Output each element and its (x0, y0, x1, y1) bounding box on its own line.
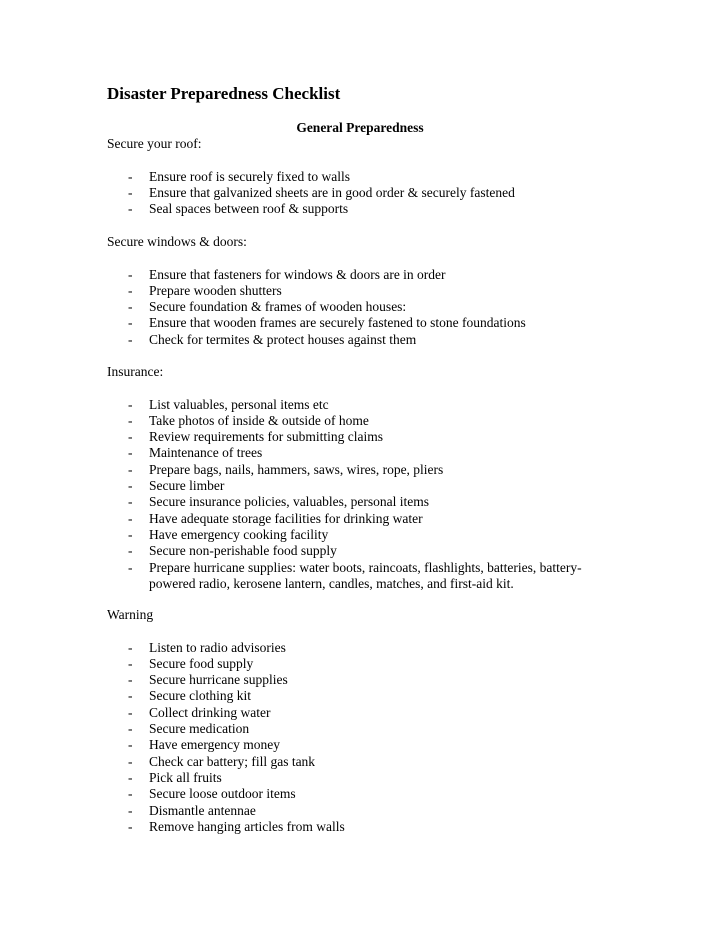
dash-bullet: - (128, 737, 133, 753)
checklist-item-text: Prepare wooden shutters (149, 282, 282, 298)
checklist-item (107, 786, 609, 802)
checklist-item-text: Secure clothing kit (149, 688, 251, 704)
checklist-item-text: Dismantle antennae (149, 802, 256, 818)
checklist-item-text: Take photos of inside & outside of home (149, 412, 369, 428)
checklist-item-text: Have emergency cooking facility (149, 526, 329, 542)
checklist-item (107, 737, 609, 753)
checklist-item (107, 770, 609, 786)
section-label-insurance: Insurance: (107, 364, 164, 379)
checklist-item (107, 332, 609, 348)
checklist-section-roof (107, 136, 607, 217)
checklist-item (107, 462, 609, 478)
checklist-section-windows-doors (107, 234, 607, 348)
checklist-item-text: Secure limber (149, 478, 225, 494)
checklist-item-text: Ensure roof is securely fixed to walls (149, 168, 350, 184)
checklist-item (107, 397, 609, 413)
dash-bullet: - (128, 786, 133, 802)
dash-bullet: - (128, 655, 133, 671)
dash-bullet: - (128, 639, 133, 655)
checklist-item (107, 705, 609, 721)
checklist-item-text: Secure non-perishable food supply (149, 543, 337, 559)
checklist-item (107, 283, 609, 299)
checklist-item-text: Pick all fruits (149, 769, 222, 785)
dash-bullet: - (128, 445, 133, 461)
dash-bullet: - (128, 299, 133, 315)
checklist-item (107, 672, 609, 688)
item-list-insurance (107, 397, 607, 593)
checklist-item-text: Prepare bags, nails, hammers, saws, wires, rope, pliers (149, 461, 444, 477)
checklist-item-text: Review requirements for submitting claims (149, 429, 383, 445)
checklist-item-text: Secure foundation & frames of wooden houses: (149, 299, 407, 315)
checklist-item-text: Maintenance of trees (149, 445, 263, 461)
checklist-item (107, 543, 609, 559)
checklist-item (107, 169, 609, 185)
checklist-item (107, 511, 609, 527)
checklist-item (107, 754, 609, 770)
checklist-item (107, 560, 609, 593)
checklist-item (107, 429, 609, 445)
checklist-item (107, 527, 609, 543)
checklist-item-text: Seal spaces between roof & supports (149, 201, 349, 217)
item-list-roof (107, 169, 607, 218)
checklist-item (107, 445, 609, 461)
dash-bullet: - (128, 672, 133, 688)
dash-bullet: - (128, 559, 133, 575)
dash-bullet: - (128, 396, 133, 412)
dash-bullet: - (128, 510, 133, 526)
checklist-item (107, 413, 609, 429)
checklist-item (107, 819, 609, 835)
checklist-section-warning (107, 607, 607, 835)
dash-bullet: - (128, 331, 133, 347)
checklist-item (107, 688, 609, 704)
checklist-item-text: Remove hanging articles from walls (149, 818, 345, 834)
dash-bullet: - (128, 721, 133, 737)
dash-bullet: - (128, 769, 133, 785)
checklist-item-text: Secure hurricane supplies (149, 672, 288, 688)
checklist-item (107, 478, 609, 494)
checklist-item (107, 640, 609, 656)
checklist-item-text: Secure insurance policies, valuables, personal items (149, 494, 430, 510)
checklist-item-text: Check car battery; fill gas tank (149, 753, 316, 769)
document-title: Disaster Preparedness Checklist (107, 84, 341, 103)
checklist-item (107, 267, 609, 283)
dash-bullet: - (128, 184, 133, 200)
dash-bullet: - (128, 266, 133, 282)
dash-bullet: - (128, 753, 133, 769)
dash-bullet: - (128, 429, 133, 445)
checklist-item-text: Prepare hurricane supplies: water boots, raincoats, flashlights, batteries, battery-powered radio, kerosene lantern, candles, matches, and first-aid kit. (149, 559, 582, 591)
checklist-item-text: Check for termites & protect houses against them (149, 331, 417, 347)
checklist-item-text: Have adequate storage facilities for drinking water (149, 510, 423, 526)
checklist-section-insurance (107, 364, 607, 592)
dash-bullet: - (128, 526, 133, 542)
section-label-warning: Warning (107, 607, 154, 622)
checklist-item (107, 185, 609, 201)
checklist-item-text: Ensure that wooden frames are securely fastened to stone foundations (149, 315, 526, 331)
checklist-item-text: Collect drinking water (149, 704, 271, 720)
item-list-warning (107, 640, 607, 836)
dash-bullet: - (128, 412, 133, 428)
dash-bullet: - (128, 688, 133, 704)
dash-bullet: - (128, 494, 133, 510)
checklist-item-text: Secure loose outdoor items (149, 786, 296, 802)
section-heading (0, 120, 720, 136)
checklist-item (107, 656, 609, 672)
checklist-item (107, 803, 609, 819)
dash-bullet: - (128, 818, 133, 834)
dash-bullet: - (128, 168, 133, 184)
dash-bullet: - (128, 802, 133, 818)
item-list-windows-doors (107, 267, 607, 348)
checklist-item (107, 299, 609, 315)
checklist-item-text: Listen to radio advisories (149, 639, 286, 655)
checklist-item-text: List valuables, personal items etc (149, 396, 329, 412)
dash-bullet: - (128, 543, 133, 559)
checklist-item (107, 494, 609, 510)
dash-bullet: - (128, 315, 133, 331)
checklist-item-text: Ensure that fasteners for windows & doors are in order (149, 266, 446, 282)
dash-bullet: - (128, 282, 133, 298)
checklist-item-text: Ensure that galvanized sheets are in good order & securely fastened (149, 184, 515, 200)
checklist-item-text: Have emergency money (149, 737, 280, 753)
dash-bullet: - (128, 704, 133, 720)
checklist-item-text: Secure medication (149, 721, 250, 737)
dash-bullet: - (128, 478, 133, 494)
checklist-item (107, 315, 609, 331)
section-label-windows-doors: Secure windows & doors: (107, 234, 247, 249)
checklist-item-text: Secure food supply (149, 655, 254, 671)
section-label-roof: Secure your roof: (107, 136, 202, 151)
dash-bullet: - (128, 461, 133, 477)
checklist-item (107, 201, 609, 217)
section-heading-text: General Preparedness (296, 120, 424, 135)
checklist-item (107, 721, 609, 737)
dash-bullet: - (128, 201, 133, 217)
